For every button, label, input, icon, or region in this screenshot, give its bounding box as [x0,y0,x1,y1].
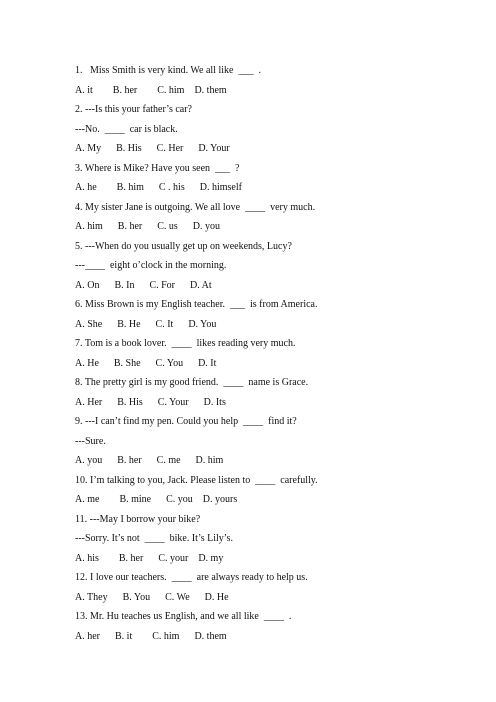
options-5: A. On B. In C. For D. At [75,280,212,291]
question-2-reply: ---No. ____ car is black. [75,124,178,135]
question-11-reply: ---Sorry. It’s not ____ bike. It’s Lily’s. [75,533,233,544]
question-5: 5. ---When do you usually get up on weekends, Lucy? [75,241,292,252]
question-13: 13. Mr. Hu teaches us English, and we all like ____ . [75,611,292,622]
question-9: 9. ---I can’t find my pen. Could you help ____ find it? [75,416,297,427]
options-4: A. him B. her C. us D. you [75,221,220,232]
options-6: A. She B. He C. It D. You [75,319,217,330]
question-5-reply: ---____ eight o’clock in the morning. [75,260,227,271]
question-12: 12. I love our teachers. ____ are always ready to help us. [75,572,308,583]
question-6: 6. Miss Brown is my English teacher. ___ is from America. [75,299,318,310]
question-9-reply: ---Sure. [75,436,106,447]
options-1: A. it B. her C. him D. them [75,85,227,96]
options-2: A. My B. His C. Her D. Your [75,143,230,154]
options-13: A. her B. it C. him D. them [75,631,227,642]
options-9: A. you B. her C. me D. him [75,455,224,466]
options-8: A. Her B. His C. Your D. Its [75,397,226,408]
question-7: 7. Tom is a book lover. ____ likes reading very much. [75,338,296,349]
question-10: 10. I’m talking to you, Jack. Please listen to ____ carefully. [75,475,318,486]
options-3: A. he B. him C . his D. himself [75,182,242,193]
question-11: 11. ---May I borrow your bike? [75,514,201,525]
options-7: A. He B. She C. You D. It [75,358,217,369]
question-4: 4. My sister Jane is outgoing. We all love ____ very much. [75,202,316,213]
options-11: A. his B. her C. your D. my [75,553,224,564]
question-1: 1. Miss Smith is very kind. We all like ___ . [75,65,261,76]
options-12: A. They B. You C. We D. He [75,592,229,603]
options-10: A. me B. mine C. you D. yours [75,494,238,505]
question-3: 3. Where is Mike? Have you seen ___ ? [75,163,240,174]
question-8: 8. The pretty girl is my good friend. ____ name is Grace. [75,377,309,388]
question-2: 2. ---Is this your father’s car? [75,104,192,115]
